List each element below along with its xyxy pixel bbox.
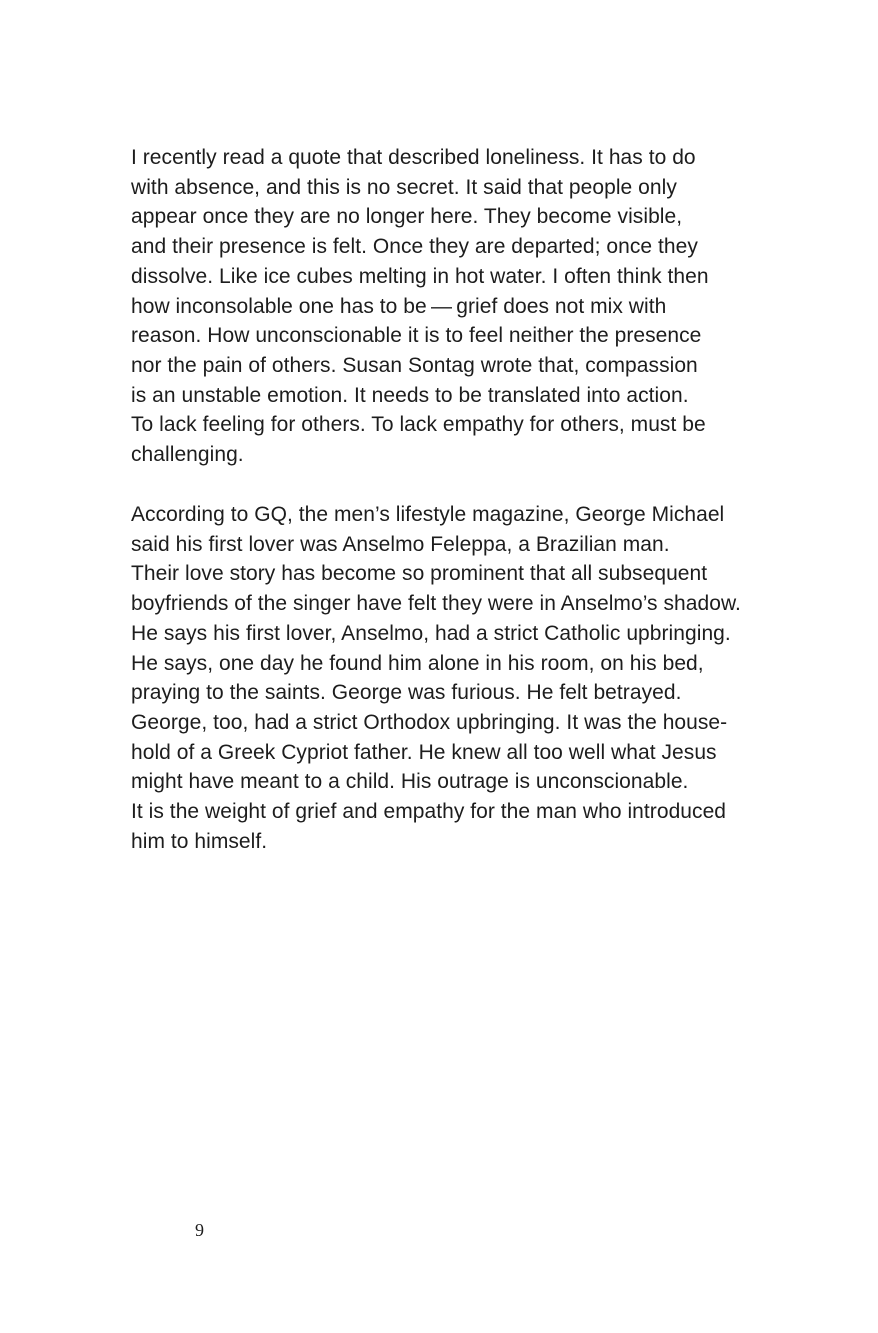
- text-line: To lack feeling for others. To lack empathy for others, must be: [131, 413, 706, 437]
- page-number: 9: [195, 1220, 204, 1240]
- text-line: nor the pain of others. Susan Sontag wrote that, compassion: [131, 353, 698, 377]
- paragraph-loneliness: [131, 143, 791, 470]
- text-line: According to GQ, the men’s lifestyle magazine, George Michael: [131, 503, 725, 526]
- text-line: He says, one day he found him alone in his room, on his bed,: [131, 651, 704, 675]
- text-line: He says his first lover, Anselmo, had a strict Catholic upbringing.: [131, 621, 731, 645]
- text-line: hold of a Greek Cypriot father. He knew all too well what Jesus: [131, 740, 717, 764]
- text-line: Their love story has become so prominent that all subsequent: [131, 562, 708, 586]
- text-line: It is the weight of grief and empathy for the man who introduced: [131, 800, 727, 824]
- text-line: reason. How unconscionable it is to feel neither the presence: [131, 324, 702, 348]
- text-line: dissolve. Like ice cubes melting in hot water. I often think then: [131, 264, 709, 288]
- text-line: with absence, and this is no secret. It said that people only: [131, 175, 677, 199]
- text-line: appear once they are no longer here. They become visible,: [131, 205, 683, 229]
- text-line: him to himself.: [131, 829, 268, 853]
- paragraph-george-michael: [131, 500, 791, 856]
- text-line: boyfriends of the singer have felt they were in Anselmo’s shadow.: [131, 592, 741, 616]
- text-line: is an unstable emotion. It needs to be translated into action.: [131, 383, 689, 407]
- text-line: praying to the saints. George was furious. He felt betrayed.: [131, 681, 682, 705]
- text-line: I recently read a quote that described loneliness. It has to do: [131, 146, 696, 169]
- text-line: said his first lover was Anselmo Feleppa, a Brazilian man.: [131, 532, 670, 556]
- text-line: and their presence is felt. Once they are departed; once they: [131, 235, 698, 259]
- text-line: George, too, had a strict Orthodox upbringing. It was the house-: [131, 710, 728, 734]
- text-line: challenging.: [131, 443, 244, 467]
- text-line: how inconsolable one has to be — grief does not mix with: [131, 294, 667, 318]
- text-line: might have meant to a child. His outrage is unconscionable.: [131, 770, 689, 794]
